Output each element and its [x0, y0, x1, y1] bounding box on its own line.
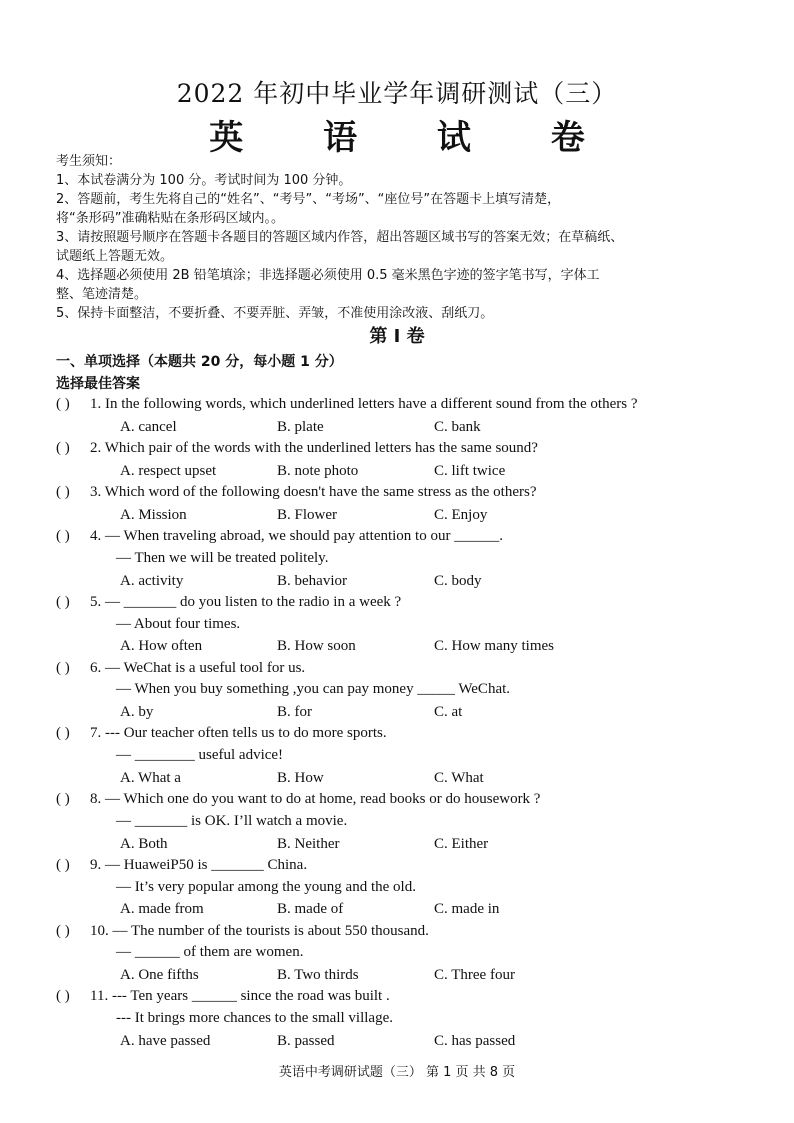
sub-heading: 选择最佳答案	[56, 376, 140, 392]
question-item	[56, 855, 776, 921]
question-text: 4. — When traveling abroad, we should pay attention to our ______.	[90, 527, 503, 544]
notes-line: 2、答题前，考生先将自己的“姓名”、“考号”、“考场”、“座位号”在答题卡上填写清楚，	[56, 192, 561, 207]
notes-line: 1、本试卷满分为 100 分。考试时间为 100 分钟。	[56, 173, 352, 188]
option-c: C. lift twice	[434, 462, 506, 479]
question-item	[56, 482, 776, 526]
notes-line: 考生须知：	[56, 154, 122, 169]
option-a: A. One fifths	[120, 967, 199, 984]
answer-blank[interactable]: ( )	[56, 725, 70, 742]
notes-line: 5、保持卡面整洁，不要折叠、不要弄脏、弄皱，不准使用涂改液、刮纸刀。	[56, 306, 494, 321]
option-b: B. Flower	[277, 506, 337, 523]
option-c: C. made in	[434, 901, 500, 918]
option-row	[56, 1030, 776, 1052]
option-row	[56, 833, 776, 855]
notes-line: 整、笔迹清楚。	[56, 287, 148, 302]
notes-line: 4、选择题必须使用 2B 铅笔填涂；非选择题必须使用 0.5 毫米黑色字迹的签字笔书写，字体工	[56, 268, 600, 283]
section-title: 第 I 卷	[369, 326, 425, 347]
question-item	[56, 723, 776, 789]
exam-subtitle: 英 语 试 卷	[209, 118, 619, 158]
answer-blank[interactable]: ( )	[56, 593, 70, 610]
question-text: 6. — WeChat is a useful tool for us.	[90, 659, 306, 676]
dialog-line: — ________ useful advice!	[116, 747, 284, 764]
question-item	[56, 526, 776, 592]
question-stem	[56, 438, 776, 460]
question-item	[56, 986, 776, 1052]
question-stem	[56, 658, 776, 680]
answer-blank[interactable]: ( )	[56, 527, 70, 544]
option-b: B. made of	[277, 901, 344, 918]
option-row	[56, 964, 776, 986]
notes-line: 3、请按照题号顺序在答题卡各题目的答题区域内作答，超出答题区域书写的答案无效；在草稿纸、	[56, 230, 624, 245]
question-stem	[56, 592, 776, 614]
option-b: B. How soon	[277, 638, 356, 655]
option-row	[56, 701, 776, 723]
dialog-line: — When you buy something ,you can pay money _____ WeChat.	[116, 681, 511, 698]
dialog-line: — It’s very popular among the young and the old.	[116, 878, 416, 895]
question-item	[56, 592, 776, 658]
notes-line: 试题纸上答题无效。	[56, 249, 174, 264]
option-row	[56, 570, 776, 592]
answer-blank[interactable]: ( )	[56, 439, 70, 456]
option-a: A. What a	[120, 769, 181, 786]
option-b: B. plate	[277, 418, 324, 435]
question-text: 2. Which pair of the words with the underlined letters has the same sound?	[90, 439, 538, 456]
option-c: C. Three four	[434, 967, 515, 984]
candidate-notes	[56, 152, 756, 323]
option-row	[56, 416, 776, 438]
option-a: A. activity	[120, 572, 184, 589]
dialog-line: — Then we will be treated politely.	[116, 549, 329, 566]
answer-blank[interactable]: ( )	[56, 791, 70, 808]
answer-blank[interactable]: ( )	[56, 659, 70, 676]
question-text: 3. Which word of the following doesn't have the same stress as the others?	[90, 483, 537, 500]
option-a: A. made from	[120, 901, 204, 918]
option-a: A. respect upset	[120, 462, 217, 479]
option-row	[56, 767, 776, 789]
answer-blank[interactable]: ( )	[56, 483, 70, 500]
option-row	[56, 898, 776, 920]
question-text: 1. In the following words, which underlined letters have a different sound from the others ?	[90, 396, 638, 412]
option-c: C. Enjoy	[434, 506, 488, 523]
option-c: C. How many times	[434, 638, 554, 655]
option-row	[56, 460, 776, 482]
option-c: C. body	[434, 572, 482, 589]
option-a: A. cancel	[120, 418, 177, 435]
question-text: 8. — Which one do you want to do at home, read books or do housework ?	[90, 791, 541, 808]
answer-blank[interactable]: ( )	[56, 922, 70, 939]
question-stem	[56, 394, 776, 416]
option-row	[56, 635, 776, 657]
option-c: C. Either	[434, 835, 489, 852]
option-a: A. How often	[120, 638, 203, 655]
option-c: C. has passed	[434, 1033, 516, 1050]
option-b: B. behavior	[277, 572, 347, 589]
dialog-line: — _______ is OK. I’ll watch a movie.	[116, 812, 348, 829]
answer-blank[interactable]: ( )	[56, 988, 70, 1005]
question-stem	[56, 921, 776, 943]
option-b: B. Two thirds	[277, 967, 359, 984]
option-row	[56, 504, 776, 526]
question-item	[56, 921, 776, 987]
question-text: 7. --- Our teacher often tells us to do more sports.	[90, 725, 387, 742]
option-c: C. at	[434, 704, 463, 721]
option-b: B. Neither	[277, 835, 340, 852]
option-b: B. passed	[277, 1033, 335, 1050]
answer-blank[interactable]: ( )	[56, 396, 70, 412]
question-text: 11. --- Ten years ______ since the road was built .	[90, 988, 390, 1005]
option-a: A. Both	[120, 835, 168, 852]
option-b: B. How	[277, 769, 324, 786]
dialog-line: --- It brings more chances to the small village.	[116, 1010, 393, 1027]
page-footer: 英语中考调研试题（三） 第 1 页 共 8 页	[278, 1065, 516, 1080]
question-item	[56, 438, 776, 482]
notes-line: 将“条形码”准确粘贴在条形码区域内。。	[56, 211, 284, 226]
question-item	[56, 394, 776, 438]
question-stem	[56, 482, 776, 504]
question-stem	[56, 855, 776, 877]
question-stem	[56, 526, 776, 548]
option-a: A. Mission	[120, 506, 187, 523]
question-text: 5. — _______ do you listen to the radio in a week ?	[90, 593, 402, 610]
dialog-line: — About four times.	[116, 615, 241, 632]
dialog-line: — ______ of them are women.	[116, 944, 304, 961]
answer-blank[interactable]: ( )	[56, 856, 70, 873]
question-item	[56, 789, 776, 855]
exam-title: 2022 年初中毕业学年调研测试（三）	[176, 79, 618, 108]
option-a: A. by	[120, 704, 154, 721]
question-text: 10. — The number of the tourists is about 550 thousand.	[90, 922, 429, 939]
option-a: A. have passed	[120, 1033, 211, 1050]
option-b: B. for	[277, 704, 312, 721]
question-stem	[56, 789, 776, 811]
question-list	[56, 394, 776, 1052]
question-text: 9. — HuaweiP50 is _______ China.	[90, 856, 308, 873]
question-stem	[56, 723, 776, 745]
question-item	[56, 658, 776, 724]
question-stem	[56, 986, 776, 1008]
option-c: C. What	[434, 769, 484, 786]
option-b: B. note photo	[277, 462, 359, 479]
option-c: C. bank	[434, 418, 481, 435]
part-heading: 一、单项选择（本题共 20 分，每小题 1 分）	[56, 354, 343, 370]
